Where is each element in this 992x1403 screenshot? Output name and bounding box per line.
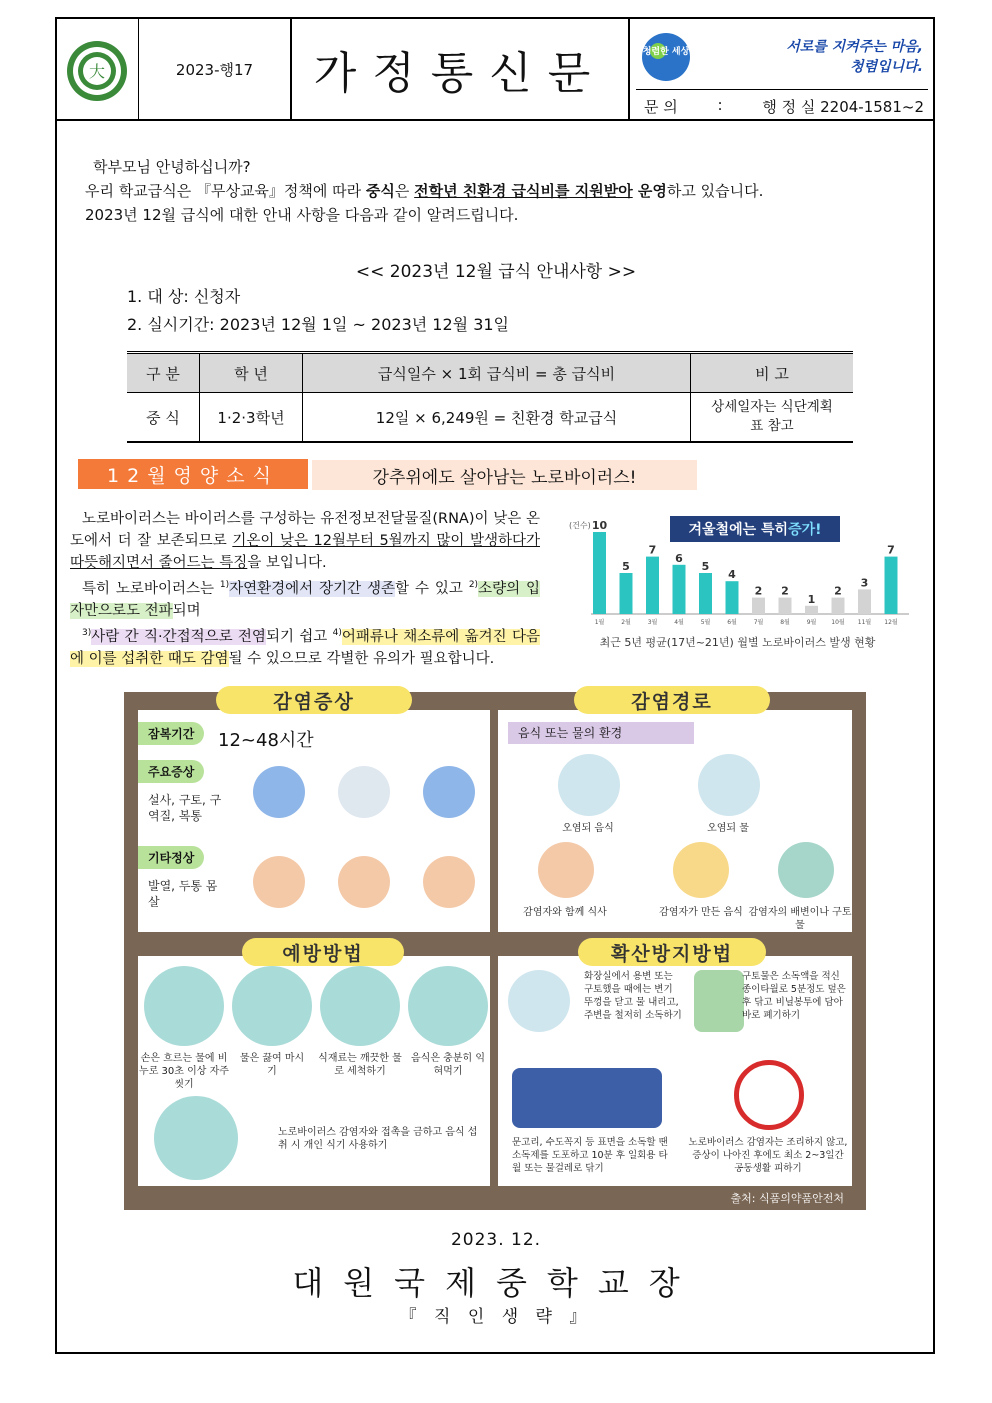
incubation-tag: 잠복기간 — [138, 722, 204, 745]
intro-line3: 2023년 12월 급식에 대한 안내 사항을 다음과 같이 알려드립니다. — [85, 206, 519, 224]
routes-title: 감염경로 — [574, 686, 770, 714]
chart-value-label: 5 — [701, 560, 710, 573]
spread-3: 문고리, 수도꼭지 등 표면을 소독할 땐 소독제를 도포하고 10분 후 일회용 타월 또는 물걸레로 닦기 — [512, 1137, 668, 1174]
chart-tick-label: 9월 — [806, 619, 817, 626]
prevention-1: 손은 흐르는 물에 비누로 30초 이상 자주 씻기 — [139, 1053, 229, 1090]
prevention-5: 노로바이러스 감염자와 접촉을 금하고 음식 섭취 시 개인 식기 사용하기 — [278, 1127, 478, 1151]
chart-bar — [885, 557, 898, 614]
chart-bar — [752, 598, 765, 614]
infection-poster — [124, 692, 866, 1210]
chart-tick-label: 10월 — [831, 619, 845, 626]
chart-value-label: 3 — [860, 576, 869, 590]
vomiting-icon — [338, 766, 390, 818]
paragraph-3: $^{3)}$사람 간 직·간접적으로 전염되기 쉽고 $^{4)}$어패류나 채소류에 옮겨진 다음에 이를 섭취한 때도 감염될 수 있으므로 각별한 유의가 필요합니다. — [70, 627, 541, 667]
other-symptoms-tag: 기타정상 — [138, 846, 204, 869]
toilet-cleaning-icon — [508, 970, 570, 1032]
nutrition-headline: 강추위에도 살아남는 노로바이러스! — [312, 460, 697, 490]
paragraph-2: 특히 노로바이러스는 $^{1)}$자연환경에서 장기간 생존할 수 있고 $^{2)}$소량의 입자만으로도 전파되며 — [70, 580, 541, 619]
table-cell: 중 식 — [127, 393, 200, 443]
chart-tick-label: 5월 — [700, 619, 711, 626]
chart-value-label: 1 — [807, 592, 816, 606]
chart-value-label: 10 — [591, 519, 608, 532]
routes-panel — [498, 710, 852, 932]
chart-tick-label: 8월 — [780, 619, 790, 626]
slogan-line1: 서로를 지켜주는 마음, — [786, 39, 923, 55]
symptoms-title: 감염증상 — [216, 686, 412, 714]
chart-caption: 최근 5년 평균(17년~21년) 월별 노로바이러스 발생 현황 — [599, 636, 876, 649]
chart-tick-label: 4월 — [674, 619, 684, 626]
table-header-row — [127, 353, 853, 393]
route-food-label: 오염되 음식 — [562, 823, 614, 834]
disinfectant-icon — [694, 970, 744, 1032]
chart-value-label: 2 — [754, 584, 763, 598]
spread-panel — [498, 956, 852, 1186]
chart-tick-label: 7월 — [753, 619, 764, 626]
nutrition-tag: 12월영양소식 — [78, 459, 308, 489]
chart-bar — [620, 573, 633, 614]
chart-tick-label: 6월 — [727, 619, 737, 626]
chart-plot — [565, 512, 910, 634]
contact-info — [636, 89, 928, 117]
chart-tick-label: 11월 — [857, 619, 872, 626]
chart-title: 겨울철 에는 특히 증가! — [670, 516, 840, 542]
other-symptoms-value: 발열, 두통 몸살 — [148, 879, 218, 909]
contact-label: 문 의 — [644, 98, 678, 116]
kettle-icon — [232, 966, 312, 1046]
route-eat-label: 감염자와 함께 식사 — [523, 907, 607, 918]
chart-bar — [593, 532, 606, 614]
school-principal: 대원국제중학교장 — [292, 1264, 700, 1302]
table-cell: 12일 × 6,249원 = 친환경 학교급식 — [303, 393, 691, 443]
disinfect-surface-icon — [512, 1068, 662, 1128]
chart-bar — [726, 581, 739, 614]
table-header: 급식일수 × 1회 급식비 = 총 급식비 — [303, 353, 691, 393]
header — [57, 19, 933, 121]
chart-tick-label: 1월 — [594, 619, 605, 626]
spread-1: 화장실에서 용변 또는 구토했을 때에는 변기 뚜껑을 닫고 물 내리고, 주변을 철저히 소독하기 — [584, 971, 682, 1021]
nutrition-body — [70, 508, 540, 670]
contact-value: 행 정 실 2204-1581~2 — [762, 98, 924, 116]
table-cell: 1·2·3학년 — [200, 393, 303, 443]
route-cook-label: 감염자가 만든 음식 — [659, 907, 743, 918]
chart-bar — [858, 589, 871, 614]
eating-together-icon — [538, 842, 594, 898]
intro-line2: 우리 학교급식은 『무상교육』정책에 따라 중식은 전학년 친환경 급식비를 지원받아 운영하고 있습니다. — [85, 182, 764, 200]
route-water-label: 오염되 물 — [707, 823, 749, 834]
greeting: 학부모님 안녕하십니까? — [93, 158, 251, 176]
stomachache-icon — [253, 766, 305, 818]
chart-value-label: 5 — [622, 560, 630, 573]
route-vomit-label: 감염자의 배변이나 구토물 — [748, 907, 852, 931]
school-logo-cell — [57, 19, 139, 119]
table-header: 비 고 — [691, 353, 854, 393]
chart-value-label: 2 — [834, 584, 842, 598]
personal-utensils-icon — [154, 1096, 238, 1180]
chart-value-label: 6 — [675, 551, 683, 565]
chart-bar — [805, 606, 818, 614]
paragraph-1: 노로바이러스는 바이러스를 구성하는 유전정보전달물질(RNA)이 낮은 온도에서 더 잘 보존되므로 기온이 낮은 12월부터 5월까지 많이 발생하다가 따뜻해지면서 줄어드는 특징을 보입니다. — [70, 511, 540, 571]
headache-icon — [338, 856, 390, 908]
intro-text — [85, 155, 763, 227]
chart-value-label: 2 — [781, 584, 789, 598]
incubation-value: 12~48시간 — [218, 730, 314, 751]
fever-icon — [253, 856, 305, 908]
table-row — [127, 393, 853, 443]
norovirus-chart — [565, 512, 910, 652]
badge-text: 청렴한 세상 — [642, 47, 690, 57]
handwashing-icon — [144, 966, 224, 1046]
spread-title: 확산방지방법 — [578, 938, 766, 966]
washing-ingredients-icon — [320, 966, 400, 1046]
slogan — [786, 37, 923, 77]
chart-ylabel: (건수) — [569, 521, 591, 530]
contact-separator: : — [717, 96, 723, 114]
no-cooking-icon — [734, 1060, 804, 1130]
chart-tick-label: 3월 — [647, 619, 658, 626]
chart-bar — [832, 598, 845, 614]
main-symptoms-value: 설사, 구토, 구역질, 복통 — [148, 793, 222, 823]
chart-tick-label: 2월 — [621, 619, 631, 626]
chart-tick-label: 12월 — [884, 619, 898, 626]
chart-bar — [779, 598, 792, 614]
cooking-pot-icon — [408, 966, 488, 1046]
nausea-icon — [423, 766, 475, 818]
seal-omitted: 『 직 인 생 략 』 — [399, 1307, 593, 1327]
notice-title: << 2023년 12월 급식 안내사항 >> — [355, 262, 637, 282]
chart-value-label: 7 — [887, 543, 895, 557]
route-banner: 음식 또는 물의 환경 — [508, 722, 694, 744]
prevention-2: 물은 끓여 마시기 — [239, 1053, 305, 1077]
chart-bar — [673, 565, 686, 614]
prevention-panel — [138, 956, 490, 1186]
chart-value-label: 4 — [728, 568, 736, 582]
issue-date: 2023. 12. — [450, 1230, 542, 1250]
body-ache-icon — [423, 856, 475, 908]
sick-person-icon — [778, 842, 834, 898]
main-symptoms-tag: 주요증상 — [138, 760, 204, 783]
spread-4: 노로바이러스 감염자는 조리하지 않고, 증상이 나아진 후에도 최소 2~3일간 공동생활 피하기 — [688, 1137, 848, 1174]
chart-bar — [699, 573, 712, 614]
table-header: 구 분 — [127, 353, 200, 393]
page-title: 가정통신문 — [292, 19, 630, 119]
chart-value-label: 7 — [648, 543, 657, 557]
symptoms-panel — [138, 710, 490, 932]
contaminated-water-icon — [698, 754, 760, 816]
table-cell: 상세일자는 식단계획표 참고 — [691, 393, 854, 443]
notice-item-target: 1. 대 상: 신청자 — [127, 287, 241, 306]
integrity-badge-icon — [638, 29, 694, 85]
prevention-3: 식재료는 깨끗한 물로 세척하기 — [318, 1053, 402, 1077]
contaminated-food-icon — [558, 754, 620, 816]
logo-mark: 大 — [88, 62, 106, 81]
table-header: 학 년 — [200, 353, 303, 393]
slogan-line2: 청렴입니다. — [850, 59, 923, 75]
poster-source: 출처: 식품의약품안전처 — [730, 1192, 844, 1205]
meal-fee-table — [127, 351, 853, 443]
cook-icon — [673, 842, 729, 898]
prevention-title: 예방방법 — [242, 938, 404, 966]
notice-item-period: 2. 실시기간: 2023년 12월 1일 ~ 2023년 12월 31일 — [127, 315, 510, 334]
prevention-4: 음식은 충분히 익혀먹기 — [411, 1053, 485, 1077]
spread-2: 구토물은 소독액을 적신 종이타월로 5분정도 덮은 후 닦고 비닐봉투에 담아 바로 폐기하기 — [742, 971, 846, 1021]
chart-bar — [646, 557, 659, 614]
school-logo-icon — [57, 19, 139, 119]
doc-number: 2023-행17 — [139, 19, 292, 119]
contact-cell — [630, 19, 933, 119]
